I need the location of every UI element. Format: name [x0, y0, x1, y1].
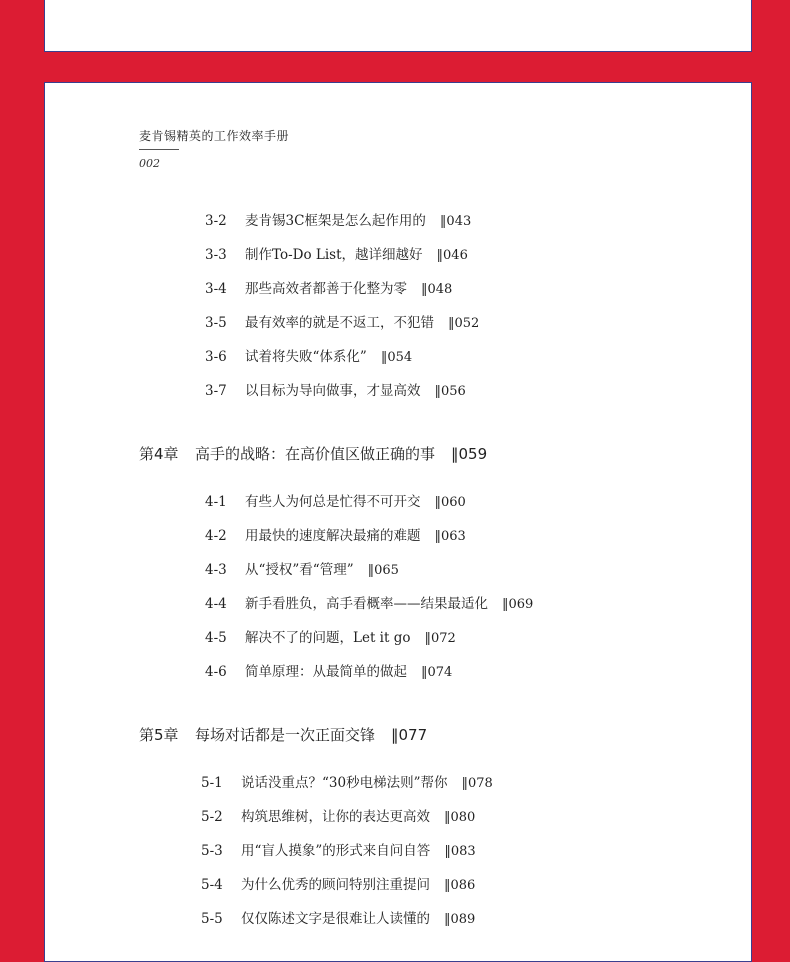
toc-entry[interactable]	[205, 243, 468, 263]
section-page: ‖089	[444, 912, 476, 927]
section-page: ‖078	[461, 776, 493, 791]
section-title: 说话没重点？“30秒电梯法则”帮你	[241, 775, 448, 791]
section-title: 新手看胜负，高手看概率——结果最适化	[245, 596, 488, 612]
section-page: ‖086	[444, 878, 476, 893]
section-number: 4-2	[205, 528, 227, 544]
section-page: ‖048	[421, 282, 453, 297]
section-number: 3-2	[205, 213, 227, 229]
section-number: 4-3	[205, 562, 227, 578]
section-number: 5-3	[201, 843, 223, 859]
section-page: ‖065	[367, 563, 399, 578]
section-page: ‖060	[434, 495, 466, 510]
previous-page	[44, 0, 752, 52]
section-page: ‖046	[436, 248, 468, 263]
section-page: ‖052	[448, 316, 480, 331]
chapter-number: 第4章	[139, 445, 179, 463]
section-title: 解决不了的问题，Let it go	[245, 630, 411, 646]
chapter-title: 高手的战略：在高价值区做正确的事	[195, 445, 436, 463]
section-page: ‖074	[421, 665, 453, 680]
section-title: 麦肯锡3C框架是怎么起作用的	[245, 213, 426, 229]
section-page: ‖043	[439, 214, 472, 229]
section-number: 5-1	[201, 775, 223, 791]
section-title: 为什么优秀的顾问特别注重提问	[241, 877, 430, 893]
section-number: 4-5	[205, 630, 227, 646]
section-page: ‖054	[380, 350, 413, 365]
section-title: 以目标为导向做事，才显高效	[245, 383, 421, 399]
section-page: ‖069	[502, 597, 534, 612]
section-page: ‖072	[424, 631, 456, 646]
section-title: 构筑思维树，让你的表达更高效	[241, 809, 430, 825]
toc-entry[interactable]	[205, 379, 466, 399]
section-number: 4-6	[205, 664, 227, 680]
section-title: 用最快的速度解决最痛的难题	[245, 528, 421, 544]
section-page: ‖056	[434, 384, 466, 399]
section-page: ‖083	[444, 844, 476, 859]
chapter-number: 第5章	[139, 726, 179, 744]
section-page: ‖080	[444, 810, 476, 825]
section-title: 简单原理：从最简单的做起	[245, 664, 407, 680]
toc-entry[interactable]	[205, 311, 479, 331]
toc-entry[interactable]	[205, 345, 412, 365]
section-number: 3-7	[205, 383, 227, 399]
chapter-heading[interactable]	[139, 724, 427, 745]
section-number: 5-5	[201, 911, 223, 927]
toc-page	[44, 82, 752, 962]
section-number: 3-3	[205, 247, 227, 263]
section-number: 3-6	[205, 349, 227, 365]
section-number: 4-4	[205, 596, 227, 612]
section-title: 仅仅陈述文字是很难让人读懂的	[241, 911, 430, 927]
header-rule	[139, 149, 179, 150]
section-title: 用“盲人摸象”的形式来自问自答	[241, 843, 431, 859]
toc-entry[interactable]	[205, 592, 533, 612]
section-title: 制作To-Do List，越详细越好	[245, 247, 423, 263]
toc-entry[interactable]	[205, 277, 452, 297]
section-title: 从“授权”看“管理”	[245, 562, 354, 578]
section-number: 5-2	[201, 809, 223, 825]
chapter-heading[interactable]	[139, 443, 487, 464]
chapter-title: 每场对话都是一次正面交锋	[195, 726, 376, 744]
section-number: 3-4	[205, 281, 227, 297]
section-page: ‖063	[434, 529, 466, 544]
page-number: 002	[139, 157, 160, 170]
toc-entry[interactable]	[205, 558, 399, 578]
toc-entry[interactable]	[205, 209, 471, 229]
chapter-page: ‖077	[391, 726, 428, 744]
toc-entry[interactable]	[201, 805, 475, 825]
toc-entry[interactable]	[201, 839, 476, 859]
chapter-page: ‖059	[451, 445, 488, 463]
toc-entry[interactable]	[201, 771, 493, 791]
toc-entry[interactable]	[201, 907, 475, 927]
running-header-title: 麦肯锡精英的工作效率手册	[139, 129, 290, 143]
toc-entry[interactable]	[205, 660, 452, 680]
toc-entry[interactable]	[205, 524, 466, 544]
toc-entry[interactable]	[205, 490, 466, 510]
toc-entry[interactable]	[205, 626, 456, 646]
section-number: 5-4	[201, 877, 223, 893]
section-title: 试着将失败“体系化”	[245, 349, 367, 365]
section-title: 最有效率的就是不返工，不犯错	[245, 315, 434, 331]
section-number: 4-1	[205, 494, 227, 510]
section-title: 那些高效者都善于化整为零	[245, 281, 407, 297]
section-number: 3-5	[205, 315, 227, 331]
section-title: 有些人为何总是忙得不可开交	[245, 494, 421, 510]
toc-entry[interactable]	[201, 873, 475, 893]
